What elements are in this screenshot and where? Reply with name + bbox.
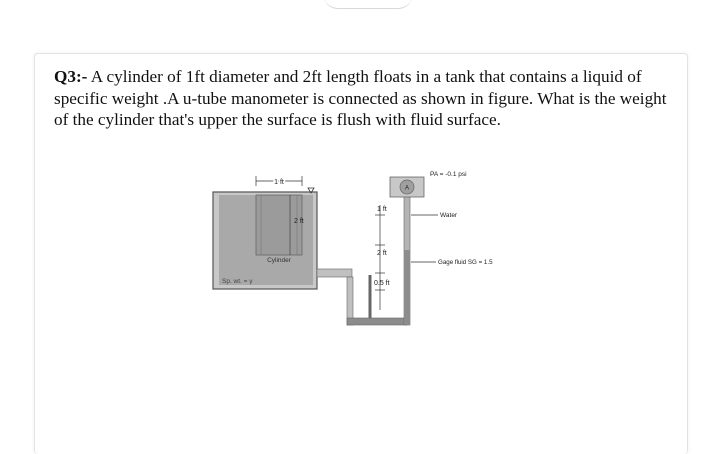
cylinder (256, 195, 302, 255)
cylinder-width-label: 1 ft (274, 179, 284, 186)
bottom-dimension-label: 0.5 ft (374, 280, 390, 287)
gage-fluid-label: Gage fluid SG = 1.5 (438, 259, 493, 266)
top-dimension-label: 1 ft (377, 206, 387, 213)
question-body: A cylinder of 1ft diameter and 2ft length floats in a tank that contains a liquid of specific weight .A u-tube manometer is connected as shown in figure. What is the weight of the cylinder that's upper the surface is flush with fluid surface. (54, 67, 667, 129)
pressure-label: PA = -0.1 psi (430, 171, 467, 178)
manometer-bottom (347, 318, 407, 325)
question-number: Q3:- (54, 67, 88, 86)
question-text (54, 66, 679, 131)
water-label: Water (440, 212, 458, 219)
top-decoration (323, 0, 413, 9)
connecting-pipe (317, 273, 370, 323)
middle-dimension-label: 2 ft (377, 250, 387, 257)
gage-fluid-column (404, 250, 410, 325)
manometer-figure (210, 165, 540, 330)
cylinder-label: Cylinder (267, 257, 291, 264)
tank-fluid-label: Sp. wt. = γ (222, 278, 253, 285)
cylinder-height-label: 2 ft (294, 218, 304, 225)
point-a-label: A (404, 185, 410, 192)
